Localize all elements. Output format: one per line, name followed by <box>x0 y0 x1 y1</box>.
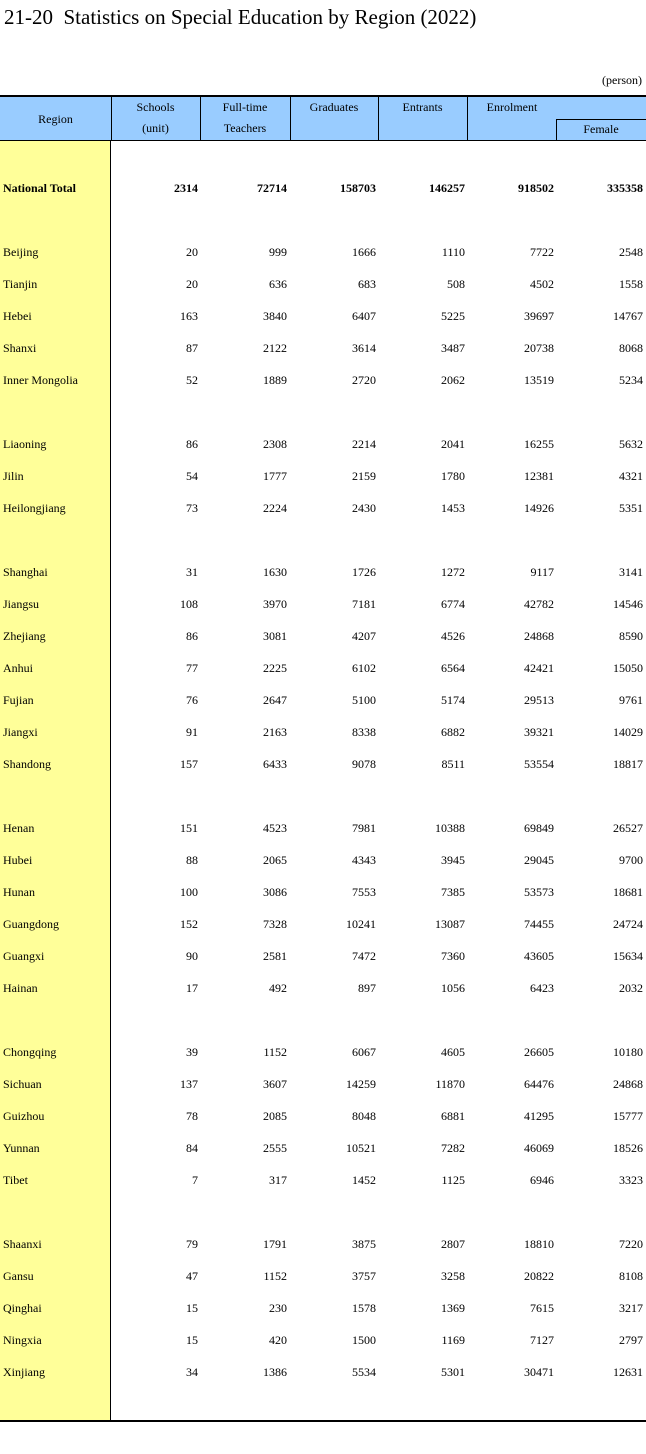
table-row <box>0 301 646 333</box>
cell-female: 1558 <box>619 277 643 291</box>
cell-female: 24868 <box>613 1077 643 1091</box>
cell-graduates: 7181 <box>352 597 376 611</box>
cell-enrolment: 64476 <box>524 1077 554 1091</box>
cell-entrants: 3487 <box>441 341 465 355</box>
cell-female: 2032 <box>619 981 643 995</box>
table-row <box>0 429 646 461</box>
cell-graduates: 9078 <box>352 757 376 771</box>
cell-graduates: 897 <box>358 981 376 995</box>
cell-enrolment: 4502 <box>530 277 554 291</box>
cell-entrants: 1125 <box>441 1173 465 1187</box>
region-name: Heilongjiang <box>3 501 66 515</box>
region-name: Shanxi <box>3 341 37 355</box>
region-name: Jiangsu <box>3 597 39 611</box>
cell-enrolment: 24868 <box>524 629 554 643</box>
cell-teachers: 1630 <box>263 565 287 579</box>
cell-schools: 163 <box>180 309 198 323</box>
cell-schools: 108 <box>180 597 198 611</box>
cell-schools: 87 <box>186 341 198 355</box>
cell-enrolment: 918502 <box>518 181 554 195</box>
table-body <box>0 141 646 1422</box>
cell-enrolment: 7615 <box>530 1301 554 1315</box>
cell-teachers: 492 <box>269 981 287 995</box>
cell-graduates: 3875 <box>352 1237 376 1251</box>
cell-entrants: 6564 <box>441 661 465 675</box>
cell-entrants: 3258 <box>441 1269 465 1283</box>
cell-enrolment: 16255 <box>524 437 554 451</box>
cell-female: 24724 <box>613 917 643 931</box>
table-row <box>0 1261 646 1293</box>
region-name: Anhui <box>3 661 33 675</box>
cell-enrolment: 13519 <box>524 373 554 387</box>
region-name: Beijing <box>3 245 39 259</box>
cell-enrolment: 29045 <box>524 853 554 867</box>
cell-teachers: 3970 <box>263 597 287 611</box>
cell-entrants: 1110 <box>441 245 465 259</box>
cell-teachers: 636 <box>269 277 287 291</box>
cell-female: 335358 <box>607 181 643 195</box>
cell-graduates: 683 <box>358 277 376 291</box>
cell-female: 3217 <box>619 1301 643 1315</box>
table-row <box>0 845 646 877</box>
cell-teachers: 2085 <box>263 1109 287 1123</box>
cell-entrants: 2041 <box>441 437 465 451</box>
cell-entrants: 1169 <box>441 1333 465 1347</box>
cell-enrolment: 41295 <box>524 1109 554 1123</box>
cell-female: 14546 <box>613 597 643 611</box>
cell-female: 2548 <box>619 245 643 259</box>
cell-teachers: 2647 <box>263 693 287 707</box>
cell-teachers: 1791 <box>263 1237 287 1251</box>
table-row <box>0 717 646 749</box>
table-row-total <box>0 173 646 205</box>
table-row <box>0 1133 646 1165</box>
cell-enrolment: 12381 <box>524 469 554 483</box>
cell-entrants: 508 <box>447 277 465 291</box>
cell-entrants: 4526 <box>441 629 465 643</box>
cell-enrolment: 42782 <box>524 597 554 611</box>
cell-enrolment: 46069 <box>524 1141 554 1155</box>
cell-female: 7220 <box>619 1237 643 1251</box>
region-name: Hunan <box>3 885 35 899</box>
table-row <box>0 1293 646 1325</box>
cell-female: 12631 <box>613 1365 643 1379</box>
cell-enrolment: 26605 <box>524 1045 554 1059</box>
cell-female: 18526 <box>613 1141 643 1155</box>
region-name: Henan <box>3 821 35 835</box>
cell-enrolment: 74455 <box>524 917 554 931</box>
cell-female: 14767 <box>613 309 643 323</box>
table-row <box>0 1325 646 1357</box>
region-name: Jiangxi <box>3 725 38 739</box>
cell-enrolment: 43605 <box>524 949 554 963</box>
cell-schools: 157 <box>180 757 198 771</box>
cell-entrants: 5225 <box>441 309 465 323</box>
cell-graduates: 1452 <box>352 1173 376 1187</box>
cell-entrants: 1780 <box>441 469 465 483</box>
cell-teachers: 2122 <box>263 341 287 355</box>
table-row <box>0 1069 646 1101</box>
cell-schools: 17 <box>186 981 198 995</box>
cell-enrolment: 39697 <box>524 309 554 323</box>
header-divider <box>378 97 379 141</box>
cell-enrolment: 20738 <box>524 341 554 355</box>
cell-entrants: 1453 <box>441 501 465 515</box>
cell-teachers: 1889 <box>263 373 287 387</box>
table-row <box>0 557 646 589</box>
cell-graduates: 1726 <box>352 565 376 579</box>
cell-female: 9700 <box>619 853 643 867</box>
cell-female: 26527 <box>613 821 643 835</box>
cell-graduates: 158703 <box>340 181 376 195</box>
header-divider <box>290 97 291 141</box>
cell-enrolment: 69849 <box>524 821 554 835</box>
table-row <box>0 1229 646 1261</box>
region-name: Guangdong <box>3 917 59 931</box>
cell-entrants: 7385 <box>441 885 465 899</box>
cell-female: 5234 <box>619 373 643 387</box>
cell-entrants: 5174 <box>441 693 465 707</box>
cell-graduates: 6067 <box>352 1045 376 1059</box>
region-name: Chongqing <box>3 1045 57 1059</box>
cell-graduates: 5100 <box>352 693 376 707</box>
cell-graduates: 14259 <box>346 1077 376 1091</box>
cell-entrants: 13087 <box>435 917 465 931</box>
region-name: Qinghai <box>3 1301 42 1315</box>
cell-enrolment: 53573 <box>524 885 554 899</box>
cell-teachers: 2308 <box>263 437 287 451</box>
cell-schools: 137 <box>180 1077 198 1091</box>
cell-schools: 88 <box>186 853 198 867</box>
cell-schools: 34 <box>186 1365 198 1379</box>
cell-graduates: 5534 <box>352 1365 376 1379</box>
cell-schools: 7 <box>192 1173 198 1187</box>
cell-graduates: 8338 <box>352 725 376 739</box>
cell-schools: 77 <box>186 661 198 675</box>
cell-female: 15050 <box>613 661 643 675</box>
region-name: Hubei <box>3 853 33 867</box>
table-header <box>0 95 646 141</box>
page-title: 21-20 Statistics on Special Education by Region (2022) <box>4 5 477 29</box>
cell-graduates: 2430 <box>352 501 376 515</box>
region-name: National Total <box>3 181 77 195</box>
cell-graduates: 10241 <box>346 917 376 931</box>
cell-schools: 91 <box>186 725 198 739</box>
cell-enrolment: 9117 <box>530 565 554 579</box>
region-name: Shanghai <box>3 565 48 579</box>
region-name: Fujian <box>3 693 34 707</box>
table-row <box>0 461 646 493</box>
cell-graduates: 2214 <box>352 437 376 451</box>
cell-teachers: 2581 <box>263 949 287 963</box>
cell-teachers: 6433 <box>263 757 287 771</box>
region-name: Guizhou <box>3 1109 45 1123</box>
cell-graduates: 3757 <box>352 1269 376 1283</box>
table-row <box>0 1165 646 1197</box>
cell-entrants: 6882 <box>441 725 465 739</box>
header-region: Region <box>38 112 73 126</box>
cell-graduates: 2159 <box>352 469 376 483</box>
cell-graduates: 1666 <box>352 245 376 259</box>
table-row <box>0 813 646 845</box>
cell-entrants: 4605 <box>441 1045 465 1059</box>
cell-female: 15777 <box>613 1109 643 1123</box>
cell-teachers: 3081 <box>263 629 287 643</box>
cell-female: 14029 <box>613 725 643 739</box>
cell-entrants: 2062 <box>441 373 465 387</box>
table-row <box>0 1357 646 1389</box>
region-name: Jilin <box>3 469 24 483</box>
cell-teachers: 420 <box>269 1333 287 1347</box>
cell-schools: 15 <box>186 1301 198 1315</box>
cell-teachers: 3840 <box>263 309 287 323</box>
cell-entrants: 1272 <box>441 565 465 579</box>
cell-female: 5351 <box>619 501 643 515</box>
cell-teachers: 1152 <box>263 1269 287 1283</box>
region-name: Xinjiang <box>3 1365 45 1379</box>
cell-schools: 90 <box>186 949 198 963</box>
region-name: Yunnan <box>3 1141 40 1155</box>
region-name: Gansu <box>3 1269 34 1283</box>
cell-teachers: 3607 <box>263 1077 287 1091</box>
table-row <box>0 333 646 365</box>
cell-enrolment: 29513 <box>524 693 554 707</box>
cell-entrants: 2807 <box>441 1237 465 1251</box>
cell-teachers: 3086 <box>263 885 287 899</box>
cell-teachers: 72714 <box>257 181 287 195</box>
cell-entrants: 11870 <box>435 1077 465 1091</box>
cell-teachers: 230 <box>269 1301 287 1315</box>
cell-entrants: 10388 <box>435 821 465 835</box>
cell-schools: 86 <box>186 437 198 451</box>
table-row <box>0 685 646 717</box>
cell-graduates: 7981 <box>352 821 376 835</box>
cell-graduates: 1578 <box>352 1301 376 1315</box>
cell-teachers: 2224 <box>263 501 287 515</box>
cell-graduates: 10521 <box>346 1141 376 1155</box>
cell-graduates: 2720 <box>352 373 376 387</box>
cell-schools: 100 <box>180 885 198 899</box>
cell-teachers: 2163 <box>263 725 287 739</box>
cell-entrants: 146257 <box>429 181 465 195</box>
cell-enrolment: 6423 <box>530 981 554 995</box>
cell-schools: 152 <box>180 917 198 931</box>
region-name: Tibet <box>3 1173 28 1187</box>
cell-entrants: 6881 <box>441 1109 465 1123</box>
cell-graduates: 6102 <box>352 661 376 675</box>
header-female: Female <box>583 122 619 136</box>
region-name: Shaanxi <box>3 1237 42 1251</box>
cell-teachers: 4523 <box>263 821 287 835</box>
cell-female: 15634 <box>613 949 643 963</box>
cell-schools: 47 <box>186 1269 198 1283</box>
cell-enrolment: 30471 <box>524 1365 554 1379</box>
table-row <box>0 237 646 269</box>
cell-teachers: 317 <box>269 1173 287 1187</box>
region-name: Shandong <box>3 757 51 771</box>
table-row <box>0 941 646 973</box>
cell-graduates: 7472 <box>352 949 376 963</box>
table-row <box>0 589 646 621</box>
cell-teachers: 1152 <box>263 1045 287 1059</box>
cell-schools: 54 <box>186 469 198 483</box>
region-name: Guangxi <box>3 949 45 963</box>
cell-schools: 86 <box>186 629 198 643</box>
cell-female: 3323 <box>619 1173 643 1187</box>
cell-female: 3141 <box>619 565 643 579</box>
table-row <box>0 365 646 397</box>
cell-entrants: 8511 <box>441 757 465 771</box>
cell-schools: 2314 <box>174 181 198 195</box>
cell-schools: 52 <box>186 373 198 387</box>
header-enrolment: Enrolment <box>486 100 538 114</box>
cell-graduates: 3614 <box>352 341 376 355</box>
header-schools <box>111 97 200 141</box>
table-row <box>0 621 646 653</box>
header-divider <box>111 97 112 141</box>
cell-graduates: 8048 <box>352 1109 376 1123</box>
header-subdivider <box>556 119 646 120</box>
header-schools-line1: Schools <box>136 100 175 114</box>
cell-entrants: 1369 <box>441 1301 465 1315</box>
cell-enrolment: 14926 <box>524 501 554 515</box>
header-entrants: Entrants <box>402 100 443 114</box>
cell-schools: 73 <box>186 501 198 515</box>
table-row <box>0 1037 646 1069</box>
table-row <box>0 877 646 909</box>
table-row <box>0 749 646 781</box>
cell-graduates: 4207 <box>352 629 376 643</box>
header-graduates: Graduates <box>309 100 359 114</box>
cell-schools: 20 <box>186 245 198 259</box>
header-divider <box>467 97 468 141</box>
cell-female: 5632 <box>619 437 643 451</box>
cell-graduates: 6407 <box>352 309 376 323</box>
cell-schools: 76 <box>186 693 198 707</box>
cell-schools: 79 <box>186 1237 198 1251</box>
cell-graduates: 1500 <box>352 1333 376 1347</box>
region-name: Inner Mongolia <box>3 373 78 387</box>
cell-schools: 31 <box>186 565 198 579</box>
cell-schools: 84 <box>186 1141 198 1155</box>
table-row <box>0 493 646 525</box>
cell-teachers: 7328 <box>263 917 287 931</box>
cell-enrolment: 6946 <box>530 1173 554 1187</box>
cell-schools: 20 <box>186 277 198 291</box>
region-name: Tianjin <box>3 277 38 291</box>
table-row <box>0 269 646 301</box>
table-row <box>0 909 646 941</box>
cell-schools: 39 <box>186 1045 198 1059</box>
cell-enrolment: 7127 <box>530 1333 554 1347</box>
cell-enrolment: 20822 <box>524 1269 554 1283</box>
cell-female: 8068 <box>619 341 643 355</box>
cell-female: 2797 <box>619 1333 643 1347</box>
cell-teachers: 2225 <box>263 661 287 675</box>
cell-schools: 15 <box>186 1333 198 1347</box>
table-row <box>0 653 646 685</box>
cell-schools: 151 <box>180 821 198 835</box>
cell-enrolment: 39321 <box>524 725 554 739</box>
cell-graduates: 7553 <box>352 885 376 899</box>
cell-teachers: 2555 <box>263 1141 287 1155</box>
cell-teachers: 2065 <box>263 853 287 867</box>
header-teachers <box>200 97 290 141</box>
cell-enrolment: 53554 <box>524 757 554 771</box>
cell-teachers: 1386 <box>263 1365 287 1379</box>
region-name: Sichuan <box>3 1077 42 1091</box>
cell-enrolment: 7722 <box>530 245 554 259</box>
cell-female: 8590 <box>619 629 643 643</box>
cell-entrants: 1056 <box>441 981 465 995</box>
header-schools-line2: (unit) <box>142 121 169 135</box>
cell-teachers: 999 <box>269 245 287 259</box>
cell-entrants: 6774 <box>441 597 465 611</box>
cell-entrants: 7282 <box>441 1141 465 1155</box>
region-name: Ningxia <box>3 1333 42 1347</box>
cell-entrants: 3945 <box>441 853 465 867</box>
header-teachers-line2: Teachers <box>223 121 267 135</box>
cell-enrolment: 42421 <box>524 661 554 675</box>
cell-female: 8108 <box>619 1269 643 1283</box>
cell-female: 10180 <box>613 1045 643 1059</box>
header-divider <box>556 119 557 141</box>
cell-teachers: 1777 <box>263 469 287 483</box>
cell-female: 4321 <box>619 469 643 483</box>
cell-entrants: 7360 <box>441 949 465 963</box>
table-row <box>0 1101 646 1133</box>
table-row <box>0 973 646 1005</box>
cell-schools: 78 <box>186 1109 198 1123</box>
header-teachers-line1: Full-time <box>222 100 268 114</box>
region-name: Zhejiang <box>3 629 46 643</box>
statistics-table <box>0 95 646 1422</box>
header-divider <box>200 97 201 141</box>
cell-female: 18681 <box>613 885 643 899</box>
cell-female: 9761 <box>619 693 643 707</box>
cell-female: 18817 <box>613 757 643 771</box>
cell-graduates: 4343 <box>352 853 376 867</box>
region-name: Hainan <box>3 981 38 995</box>
cell-entrants: 5301 <box>441 1365 465 1379</box>
region-name: Liaoning <box>3 437 47 451</box>
region-name: Hebei <box>3 309 32 323</box>
cell-enrolment: 18810 <box>524 1237 554 1251</box>
unit-label: (person) <box>602 73 642 87</box>
